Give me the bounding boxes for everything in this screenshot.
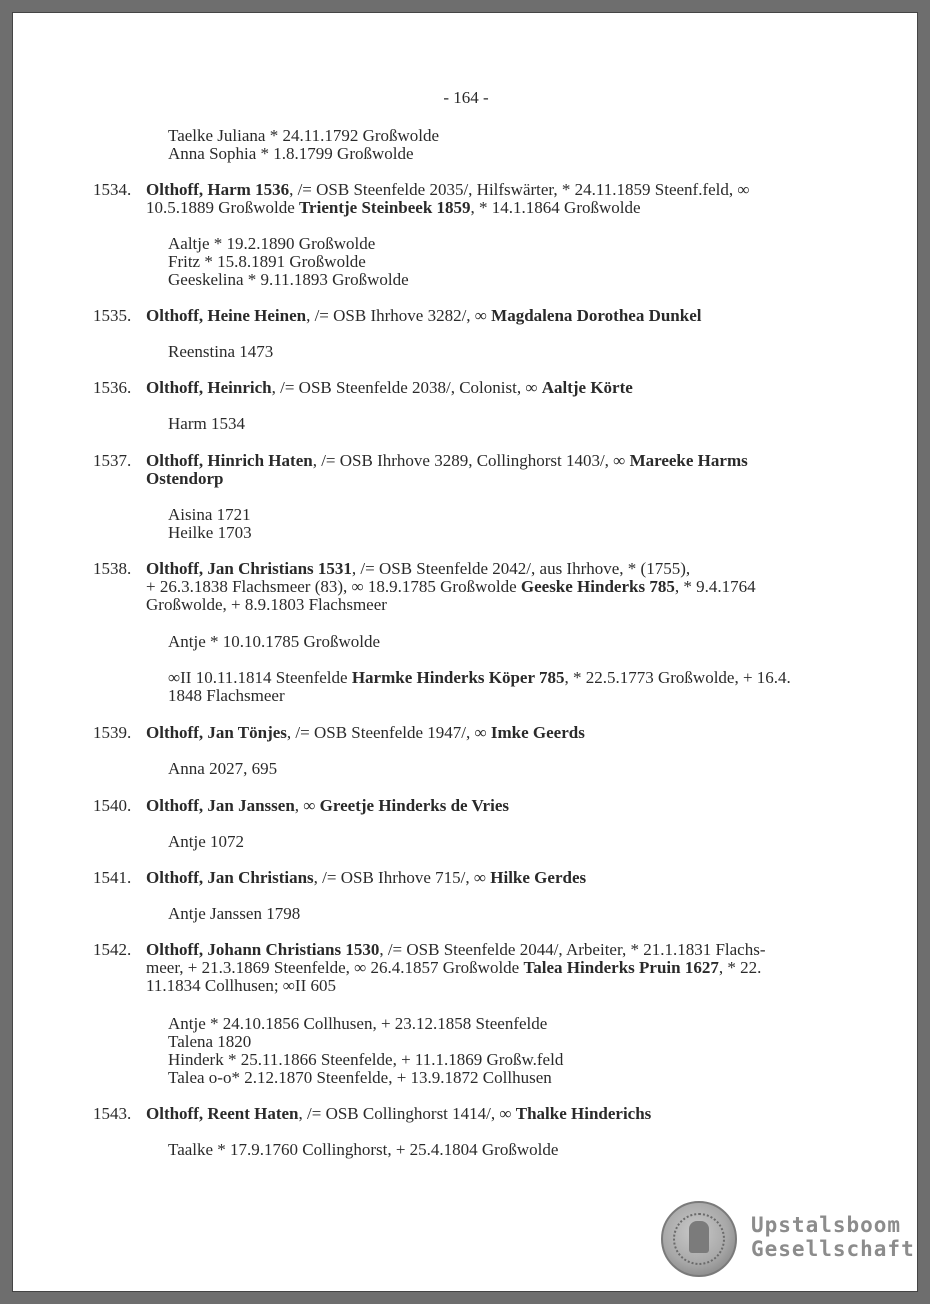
spouse-name: Greetje Hinderks de Vries xyxy=(319,796,509,815)
entry-1541 xyxy=(93,869,853,887)
entry-text: 1848 Flachsmeer xyxy=(168,686,285,705)
entry-text: , /= OSB Steenfelde 2038/, Colonist, ∞ xyxy=(271,378,542,397)
spouse-name: Hilke Gerdes xyxy=(490,868,587,887)
person-name: Olthoff, Jan Christians xyxy=(146,868,314,887)
entry-text: , ∞ xyxy=(294,796,320,815)
child-line: Heilke 1703 xyxy=(168,523,252,542)
entry-number: 1536. xyxy=(93,378,132,397)
entry-text: ∞II 10.11.1814 Steenfelde xyxy=(168,668,352,687)
person-name: Olthoff, Heine Heinen xyxy=(146,306,307,325)
publisher-name xyxy=(751,1213,915,1261)
entry-1538 xyxy=(93,560,853,614)
publisher-line: Gesellschaft xyxy=(751,1237,915,1261)
entry-number: 1541. xyxy=(93,868,132,887)
entry-text: 10.5.1889 Großwolde xyxy=(146,198,299,217)
person-name: Olthoff, Jan Janssen xyxy=(146,796,295,815)
page-number: - 164 - xyxy=(443,88,489,107)
entry-text: , * 22. xyxy=(718,958,762,977)
entry-text: , /= OSB Steenfelde 1947/, ∞ xyxy=(286,723,491,742)
entry-1535 xyxy=(93,307,853,325)
child-line: Geeskelina * 9.11.1893 Großwolde xyxy=(168,270,409,289)
entry-text: , * 14.1.1864 Großwolde xyxy=(470,198,641,217)
entry-text: , /= OSB Steenfelde 2042/, aus Ihrhove, * (1755), xyxy=(351,559,691,578)
entry-number: 1539. xyxy=(93,723,132,742)
child-line: Talea o-o* 2.12.1870 Steenfelde, + 13.9.1872 Collhusen xyxy=(168,1068,552,1087)
entry-1542 xyxy=(93,941,853,995)
child-line: Anna Sophia * 1.8.1799 Großwolde xyxy=(168,144,414,163)
entry-text: + 26.3.1838 Flachsmeer (83), ∞ 18.9.1785 Großwolde xyxy=(146,577,521,596)
entry-text: , * 9.4.1764 xyxy=(674,577,756,596)
child-line: Antje * 24.10.1856 Collhusen, + 23.12.1858 Steenfelde xyxy=(168,1014,548,1033)
entry-1540 xyxy=(93,797,853,815)
entry-text: Großwolde, + 8.9.1803 Flachsmeer xyxy=(146,595,387,614)
child-line: Aisina 1721 xyxy=(168,505,251,524)
child-line: Aaltje * 19.2.1890 Großwolde xyxy=(168,234,376,253)
child-line: Fritz * 15.8.1891 Großwolde xyxy=(168,252,366,271)
entry-number: 1534. xyxy=(93,180,132,199)
child-line: Hinderk * 25.11.1866 Steenfelde, + 11.1.1869 Großw.feld xyxy=(168,1050,564,1069)
child-line: Taelke Juliana * 24.11.1792 Großwolde xyxy=(168,126,440,145)
child-line: Reenstina 1473 xyxy=(168,342,274,361)
spouse-name: Geeske Hinderks 785 xyxy=(520,577,675,596)
spouse-name: Magdalena Dorothea Dunkel xyxy=(491,306,702,325)
entry-text: , /= OSB Steenfelde 2044/, Arbeiter, * 21.1.1831 Flachs- xyxy=(379,940,766,959)
seal-icon xyxy=(661,1201,737,1277)
entry-number: 1538. xyxy=(93,559,132,578)
remarriage-line xyxy=(168,669,858,705)
spouse-name: Harmke Hinderks Köper 785 xyxy=(351,668,565,687)
spouse-name: Trientje Steinbeek 1859 xyxy=(298,198,471,217)
entry-1539 xyxy=(93,724,853,742)
entry-text: , /= OSB Ihrhove 3289, Collinghorst 1403/, ∞ xyxy=(312,451,630,470)
spouse-name: Thalke Hinderichs xyxy=(515,1104,652,1123)
entry-number: 1540. xyxy=(93,796,132,815)
entry-1536 xyxy=(93,379,853,397)
publisher-line: Upstalsboom xyxy=(751,1213,902,1237)
person-name: Olthoff, Harm 1536 xyxy=(146,180,290,199)
entry-number: 1535. xyxy=(93,306,132,325)
spouse-name: Talea Hinderks Pruin 1627 xyxy=(523,958,719,977)
spouse-name: Aaltje Körte xyxy=(541,378,633,397)
entry-1543 xyxy=(93,1105,853,1123)
entry-text: , * 22.5.1773 Großwolde, + 16.4. xyxy=(564,668,791,687)
child-line: Taalke * 17.9.1760 Collinghorst, + 25.4.1804 Großwolde xyxy=(168,1140,559,1159)
entry-number: 1537. xyxy=(93,451,132,470)
spouse-name: Mareeke Harms xyxy=(629,451,748,470)
spouse-name: Ostendorp xyxy=(146,469,224,488)
spouse-name: Imke Geerds xyxy=(490,723,585,742)
entry-1534 xyxy=(93,181,853,217)
entry-text: , /= OSB Steenfelde 2035/, Hilfswärter, * 24.11.1859 Steenf.feld, ∞ xyxy=(289,180,750,199)
entry-text: meer, + 21.3.1869 Steenfelde, ∞ 26.4.1857 Großwolde xyxy=(146,958,524,977)
entry-1537 xyxy=(93,452,853,488)
entry-text: 11.1834 Collhusen; ∞II 605 xyxy=(146,976,336,995)
child-line: Anna 2027, 695 xyxy=(168,759,278,778)
person-name: Olthoff, Jan Christians 1531 xyxy=(146,559,352,578)
entry-text: , /= OSB Ihrhove 3282/, ∞ xyxy=(306,306,492,325)
entry-number: 1542. xyxy=(93,940,132,959)
child-line: Harm 1534 xyxy=(168,414,245,433)
person-name: Olthoff, Hinrich Haten xyxy=(146,451,313,470)
child-line: Antje Janssen 1798 xyxy=(168,904,301,923)
person-name: Olthoff, Reent Haten xyxy=(146,1104,299,1123)
entry-number: 1543. xyxy=(93,1104,132,1123)
child-line: Antje 1072 xyxy=(168,832,245,851)
child-line: Antje * 10.10.1785 Großwolde xyxy=(168,632,381,651)
entry-text: , /= OSB Ihrhove 715/, ∞ xyxy=(313,868,491,887)
person-name: Olthoff, Heinrich xyxy=(146,378,272,397)
person-name: Olthoff, Jan Tönjes xyxy=(146,723,287,742)
document-page xyxy=(13,13,919,1293)
child-line: Talena 1820 xyxy=(168,1032,252,1051)
person-name: Olthoff, Johann Christians 1530 xyxy=(146,940,380,959)
entry-text: , /= OSB Collinghorst 1414/, ∞ xyxy=(298,1104,516,1123)
page-frame xyxy=(12,12,918,1292)
